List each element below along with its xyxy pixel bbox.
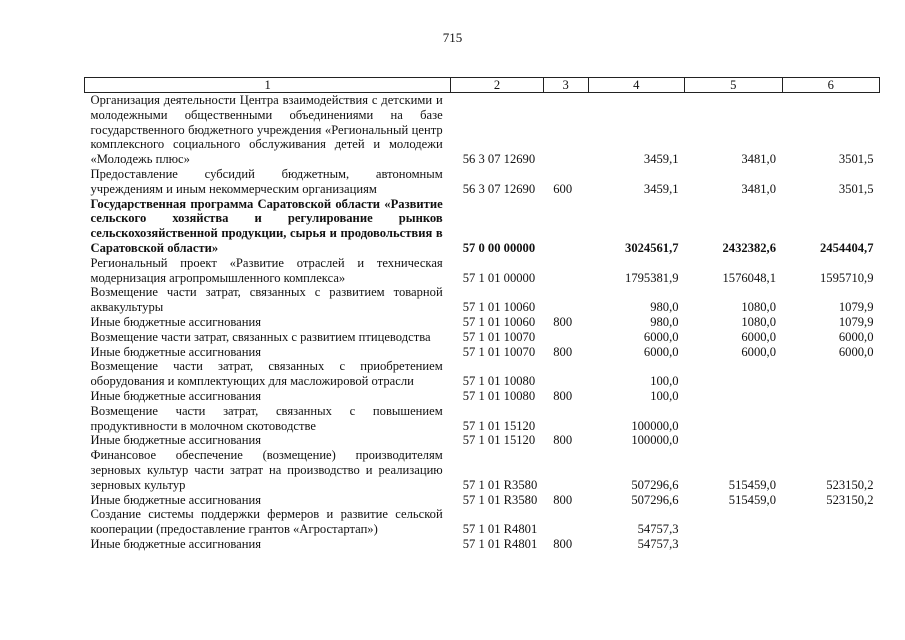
table-row [85,448,880,492]
row-code: 57 1 01 10070 [462,329,536,344]
table-row [85,315,880,330]
row-code: 57 1 01 15120 [462,433,536,448]
table-row [85,330,880,345]
row-value-col5: 2432382,6 [722,240,776,255]
row-value-col6 [782,507,880,537]
row-value-col6: 523150,2 [826,477,874,492]
row-value-col6: 3501,5 [838,152,874,167]
row-value-col6: 2454404,7 [819,240,874,255]
row-code: 57 1 01 10070 [462,344,536,359]
row-code: 57 1 01 10080 [462,374,536,389]
row-value-col4: 6000,0 [643,329,679,344]
row-value-col5: 1576048,1 [722,270,776,285]
row-name: Региональный проект «Развитие отраслей и техническая модернизация агропромышленного комплекса» [90,255,443,285]
table-body [85,93,880,552]
row-value-col5: 3481,0 [741,181,776,196]
row-name: Возмещение части затрат, связанных с развитием товарной аквакультуры [90,285,443,315]
row-name: Иные бюджетные ассигнования [90,433,262,448]
table-row [85,404,880,434]
row-name: Финансовое обеспечение (возмещение) производителям зерновых культур части затрат на производство и реализацию зерновых культур [90,448,443,492]
row-value-col5: 1080,0 [741,314,776,329]
row-expense-type [543,197,588,256]
row-value-col6: 6000,0 [838,329,874,344]
row-value-col4: 100000,0 [631,418,679,433]
header-row [85,78,880,93]
row-code: 57 1 01 15120 [462,418,536,433]
row-code: 57 1 01 00000 [462,270,536,285]
row-value-col4: 100000,0 [631,433,679,448]
table-row [85,285,880,315]
row-value-col4: 3024561,7 [625,240,679,255]
row-expense-type: 800 [553,314,573,329]
row-value-col4: 980,0 [650,300,679,315]
row-name: Иные бюджетные ассигнования [90,344,262,359]
table-row [85,433,880,448]
row-value-col4: 3459,1 [643,152,679,167]
table-row [85,493,880,508]
table-header [85,78,880,93]
row-value-col4: 980,0 [650,314,679,329]
row-code: 57 1 01 10080 [462,388,536,403]
row-code: 57 1 01 R4801 [462,536,538,551]
header-col-1: 1 [85,78,451,93]
row-value-col5: 3481,0 [741,152,776,167]
row-value-col5: 515459,0 [728,492,776,507]
row-expense-type: 800 [553,492,573,507]
row-value-col6: 523150,2 [826,492,874,507]
row-value-col4: 100,0 [650,388,679,403]
row-expense-type [543,285,588,315]
row-code: 57 1 01 10060 [462,314,536,329]
row-name: Иные бюджетные ассигнования [90,314,262,329]
row-code: 57 0 00 00000 [462,240,536,255]
row-value-col5 [685,359,782,389]
row-expense-type [543,93,588,167]
row-value-col6 [782,404,880,434]
row-name: Возмещение части затрат, связанных с приобретением оборудования и комплектующих для масложировой отрасли [90,359,443,389]
header-col-2: 2 [451,78,544,93]
row-expense-type: 800 [553,388,573,403]
table-row [85,256,880,286]
row-value-col5 [685,404,782,434]
row-value-col6: 6000,0 [838,344,874,359]
row-value-col6 [782,537,880,552]
row-value-col5 [685,433,782,448]
row-value-col4: 1795381,9 [625,270,679,285]
row-value-col4: 6000,0 [643,344,679,359]
table-row [85,537,880,552]
row-name: Иные бюджетные ассигнования [90,492,262,507]
row-expense-type [543,359,588,389]
table-row [85,93,880,167]
row-value-col6: 1079,9 [838,300,874,315]
table-row [85,167,880,197]
row-name: Государственная программа Саратовской области «Развитие сельского хозяйства и регулирование рынков сельскохозяйственной продукции, сырья и продовольствия в Саратовской области» [90,196,443,255]
row-expense-type: 800 [553,344,573,359]
row-value-col6 [782,359,880,389]
table-row [85,359,880,389]
row-code: 57 1 01 R4801 [462,522,538,537]
row-value-col6 [782,433,880,448]
row-value-col6: 1595710,9 [819,270,874,285]
table-row [85,389,880,404]
row-name: Иные бюджетные ассигнования [90,388,262,403]
row-value-col5: 515459,0 [728,477,776,492]
row-expense-type: 800 [553,433,573,448]
table-row [85,507,880,537]
header-col-3: 3 [543,78,588,93]
row-code: 57 1 01 R3580 [462,477,538,492]
row-value-col4: 54757,3 [637,522,679,537]
row-value-col4: 54757,3 [637,536,679,551]
row-value-col6: 3501,5 [838,181,874,196]
row-value-col6 [782,389,880,404]
row-name: Создание системы поддержки фермеров и развитие сельской кооперации (предоставление грантов «Агростартап») [90,507,443,537]
table-row [85,197,880,256]
row-expense-type [543,507,588,537]
row-value-col5: 1080,0 [741,300,776,315]
row-value-col4: 3459,1 [643,181,679,196]
row-value-col5: 6000,0 [741,344,776,359]
row-value-col5: 6000,0 [741,329,776,344]
row-name: Возмещение части затрат, связанных с повышением продуктивности в молочном скотоводстве [90,403,443,433]
header-col-6: 6 [782,78,880,93]
row-value-col5 [685,537,782,552]
row-expense-type [543,330,588,345]
budget-table [84,77,880,552]
row-code: 56 3 07 12690 [462,181,536,196]
row-value-col5 [685,389,782,404]
row-value-col5 [685,507,782,537]
row-code: 57 1 01 10060 [462,300,536,315]
row-value-col6: 1079,9 [838,314,874,329]
table-row [85,345,880,360]
row-expense-type [543,448,588,492]
row-code: 57 1 01 R3580 [462,492,538,507]
header-col-5: 5 [685,78,782,93]
row-value-col4: 507296,6 [631,492,679,507]
row-name: Организация деятельности Центра взаимодействия с детскими и молодежными общественными объединениями на базе государственного бюджетного учреждения «Региональный центр комплексного социального обслуживания детей и молодежи «Молодежь плюс» [90,93,443,167]
row-name: Иные бюджетные ассигнования [90,536,262,551]
row-value-col4: 507296,6 [631,477,679,492]
row-name: Предоставление субсидий бюджетным, автономным учреждениям и иным некоммерческим организациям [90,166,443,196]
row-expense-type: 800 [553,536,573,551]
page-number: 715 [442,30,463,45]
row-expense-type: 600 [553,181,573,196]
row-value-col4: 100,0 [650,374,679,389]
row-code: 56 3 07 12690 [462,152,536,167]
header-col-4: 4 [588,78,684,93]
row-name: Возмещение части затрат, связанных с развитием птицеводства [90,329,431,344]
row-expense-type [543,404,588,434]
row-expense-type [543,256,588,286]
